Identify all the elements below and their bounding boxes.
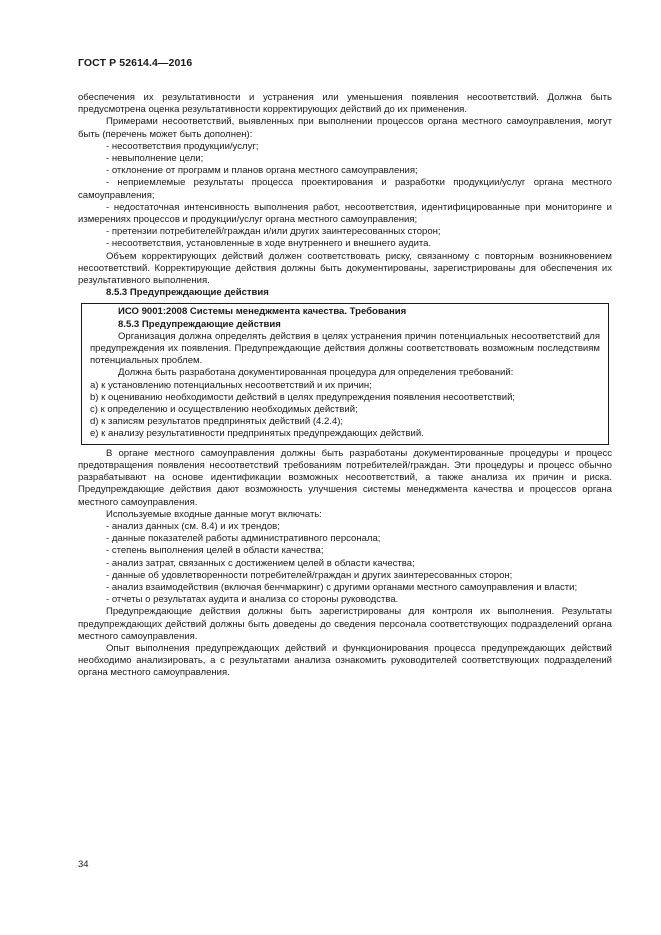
- list-item: - недостаточная интенсивность выполнения работ, несоответствия, идентифицированные при мониторинге и измерениях процессов и продукции/услуг органа местного самоуправления;: [78, 201, 612, 226]
- list-item: - анализ взаимодействия (включая бенчмаркинг) с другими органами местного самоуправления и власти;: [106, 581, 578, 593]
- list-item: - данные об удовлетворенности потребителей/граждан и других заинтересованных сторон;: [106, 569, 513, 581]
- list-item: - данные показателей работы административного персонала;: [106, 533, 381, 545]
- list-item: - несоответствия, установленные в ходе внутреннего и внешнего аудита.: [106, 238, 432, 250]
- box-list-item: d) к записям результатов предпринятых действий (4.2.4);: [90, 416, 344, 428]
- document-header: ГОСТ Р 52614.4—2016: [78, 57, 193, 69]
- page-content: [78, 92, 612, 680]
- list-item: - степень выполнения целей в области качества;: [106, 545, 324, 557]
- list-item: - анализ затрат, связанных с достижением целей в области качества;: [106, 557, 415, 569]
- paragraph-experience: Опыт выполнения предупреждающих действий и функционирования процесса предупреждающих действий необходимо анализировать, а с результатами анализа ознакомить руководителей соответствующих подразделений органа местного самоуправления.: [78, 642, 612, 679]
- paragraph-register: Предупреждающие действия должны быть зарегистрированы для контроля их выполнения. Результаты предупреждающих действий должны быть доведены до сведения персонала соответствующих подразделений органа местного самоуправления.: [78, 606, 612, 642]
- list-item: - невыполнение цели;: [106, 153, 204, 165]
- paragraph-volume: Объем корректирующих действий должен соответствовать риску, связанному с повторным возникновением несоответствий. Корректирующие действия должны быть документированы, зарегистрированы для обеспечения их результативного выполнения.: [78, 250, 612, 287]
- box-paragraph: Организация должна определять действия в целях устранения причин потенциальных несоответствий для предупреждения их появления. Предупреждающие действия должны соответствовать возможным последствиям потенциальных проблем.: [90, 330, 600, 367]
- paragraph-inputs: Используемые входные данные могут включать:: [106, 508, 322, 520]
- paragraph-body: В органе местного самоуправления должны быть разработаны документированные процедуры и процесс предотвращения появления несоответствий требованиям потребителей/граждан. Эти процедуры и процесс обычно разрабатывают на основе идентификации возможных несоответствий, а также анализа их причин и риска. Предупреждающие действия дают возможность улучшения системы менеджмента качества и процессов органа местного самоуправления.: [78, 447, 612, 508]
- iso-quote-box: [81, 303, 609, 444]
- list-item: - отчеты о результатах аудита и анализа со стороны руководства.: [106, 594, 399, 606]
- list-item: - несоответствия продукции/услуг;: [106, 140, 259, 152]
- box-list-item: c) к определению и осуществлению необходимых действий;: [90, 404, 358, 416]
- paragraph-intro-continuation: обеспечения их результативности и устранения или уменьшения появления несоответствий. Должна быть предусмотрена оценка результативности корректирующих действий до их применения.: [78, 92, 612, 116]
- box-list-item: e) к анализу результативности предпринятых предупреждающих действий.: [90, 428, 424, 440]
- box-subtitle: 8.5.3 Предупреждающие действия: [118, 318, 281, 330]
- box-paragraph: Должна быть разработана документированная процедура для определения требований:: [118, 367, 514, 379]
- list-item: - отклонение от программ и планов органа местного самоуправления;: [106, 165, 418, 177]
- box-list-item: a) к установлению потенциальных несоответствий и их причин;: [90, 379, 372, 391]
- box-list-item: b) к оцениванию необходимости действий в целях предупреждения появления несоответствий;: [90, 391, 516, 403]
- box-title: ИСО 9001:2008 Системы менеджмента качества. Требования: [118, 306, 407, 318]
- paragraph-examples: Примерами несоответствий, выявленных при выполнении процессов органа местного самоуправления, могут быть (перечень может быть дополнен):: [78, 116, 612, 140]
- list-item: - анализ данных (см. 8.4) и их трендов;: [106, 520, 280, 532]
- list-item: - неприемлемые результаты процесса проектирования и разработки продукции/услуг органа местного самоуправления;: [78, 177, 612, 201]
- page-number: 34: [78, 859, 89, 870]
- list-item: - претензии потребителей/граждан и/или других заинтересованных сторон;: [106, 226, 441, 238]
- section-heading: 8.5.3 Предупреждающие действия: [106, 287, 269, 299]
